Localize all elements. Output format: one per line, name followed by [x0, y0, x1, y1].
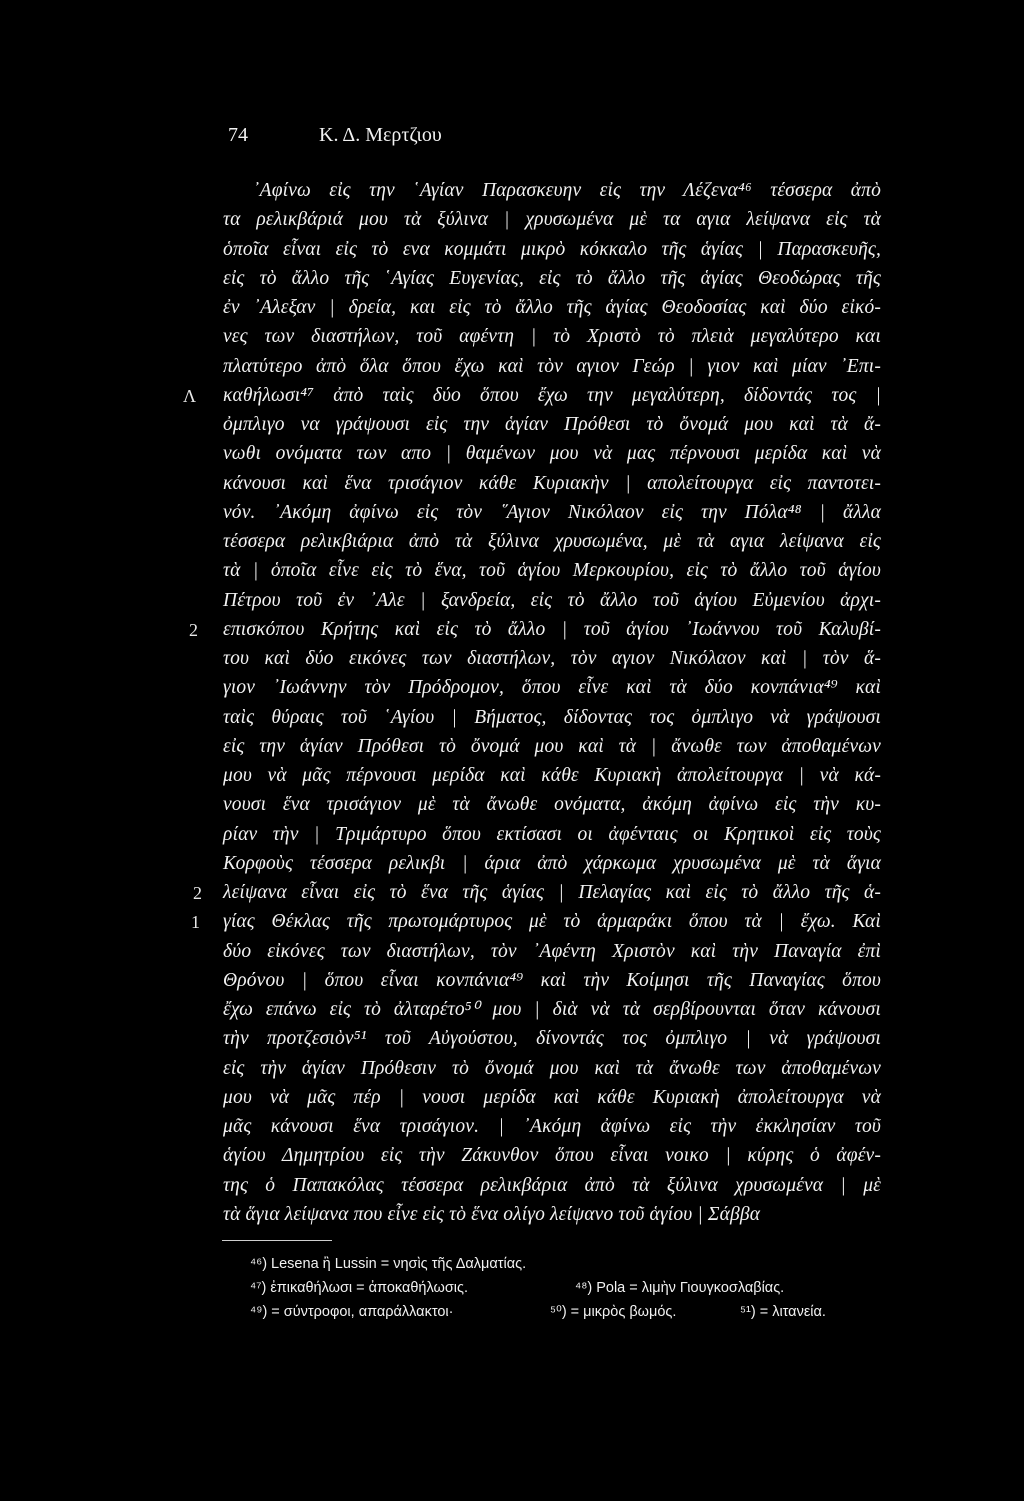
- text-line: του καὶ δύο εικόνες των διαστήλων, τὸν αγιον Νικόλαον καὶ | τὸν ἅ-: [223, 648, 881, 669]
- footnote-49: ⁴⁹) = σύντροφοι, απαράλλακτοι·: [250, 1304, 454, 1320]
- footnote-47: ⁴⁷) ἐπικαθήλωσι = ἀποκαθήλωσις.: [250, 1280, 469, 1296]
- text-line: λείψανα εἶναι εἰς τὸ ἕνα τῆς ἁγίας | Πελαγίας καὶ εἰς τὸ ἄλλο τῆς ἁ-: [223, 882, 881, 903]
- footnote-line: [250, 1300, 900, 1324]
- footnote-line: [250, 1252, 900, 1276]
- text-line: εἰς την ἁγίαν Πρόθεσι τὸ ὄνομά μου καὶ τὰ | ἄνωθε των ἀποθαμένων: [223, 735, 881, 757]
- page-number: 74: [228, 124, 248, 146]
- running-head: Κ. Δ. Μερτζιου: [319, 124, 442, 146]
- text-line: νόν. ᾿Ακόμη ἀφίνω εἰς τὸν ῞Αγιον Νικόλαον εἰς την Πόλα⁴⁸ | ἄλλα: [223, 501, 881, 523]
- text-line: τὰ ἅγια λείψανα που εἶνε εἰς τὸ ἕνα ολίγο λείψανο τοῦ ἁγίου | Σάββα: [223, 1203, 761, 1225]
- text-line: δύο εἰκόνες των διαστήλων, τὸν ᾿Αφέντη Χριστὸν καὶ τὴν Παναγία ἐπὶ: [223, 940, 881, 962]
- text-line: ἐν ᾿Αλεξαν | δρεία, και εἰς τὸ ἄλλο τῆς ἁγίας Θεοδοσίας καὶ δύο εἰκό-: [223, 297, 881, 318]
- margin-note: 1: [191, 912, 200, 932]
- text-line: μου νὰ μᾶς πέρνουσι μερίδα καὶ κάθε Κυριακὴ ἀπολείτουργα | νὰ κά-: [223, 765, 881, 786]
- text-line: ἔχω επάνω εἰς τὸ ἀλταρέτο⁵⁰ μου | διὰ νὰ τὰ σερβίρουνται ὅταν κάνουσι: [223, 999, 881, 1020]
- footnote-line: [250, 1276, 900, 1300]
- text-line: κάνουσι καὶ ἕνα τρισάγιον κάθε Κυριακὴν | απολείτουργα εἰς παντοτει-: [223, 472, 881, 494]
- text-line: τέσσερα ρελικβιάρια ἀπὸ τὰ ξύλινα χρυσωμένα, μὲ τὰ αγια λείψανα εἰς: [223, 531, 881, 552]
- text-line: πλατύτερο ἀπὸ ὅλα ὅπου ἔχω καὶ τὸν αγιον Γεώρ | γιον καὶ μίαν ᾿Επι-: [223, 355, 881, 377]
- text-line: ἁγίου Δημητρίου εἰς τὴν Ζάκυνθον ὅπου εἶναι νοικο | κύρης ὁ ἀφέν-: [223, 1145, 881, 1167]
- text-line: τὴν προτζεσιὸν⁵¹ τοῦ Αὐγούστου, δίνοντάς τος ὀμπλιγο | νὰ γράψουσι: [223, 1028, 881, 1050]
- text-line: ὁποῖα εἶναι εἰς τὸ ενα κομμάτι μικρὸ κόκκαλο τῆς ἁγίας | Παρασκευῆς,: [223, 238, 881, 260]
- footnote-50: ⁵⁰) = μικρὸς βωμός.: [550, 1304, 677, 1320]
- footnotes: [250, 1252, 900, 1324]
- text-line: τὰ | ὁποῖα εἶνε εἰς τὸ ἕνα, τοῦ ἁγίου Μερκουρίου, εἰς τὸ ἄλλο τοῦ ἁγίου: [223, 560, 881, 582]
- text-line: γίας Θέκλας τῆς πρωτομάρτυρος μὲ τὸ ἁρμαράκι ὅπου τὰ | ἔχω. Καὶ: [223, 911, 881, 933]
- footnote-48: ⁴⁸) Pola = λιμὴν Γιουγκοσλαβίας.: [575, 1280, 785, 1296]
- text-line: εἰς τὴν ἁγίαν Πρόθεσιν τὸ ὄνομά μου καὶ τὰ ἄνωθε των ἀποθαμένων: [223, 1057, 881, 1079]
- text-line: τα ρελικβάριά μου τὰ ξύλινα | χρυσωμένα μὲ τα αγια λείψανα εἰς τὰ: [223, 209, 881, 231]
- text-line: γιον ᾿Ιωάννην τὸν Πρόδρομον, ὅπου εἶνε καὶ τὰ δύο κονπάνια⁴⁹ καὶ: [223, 677, 881, 699]
- text-line: της ὁ Παπακόλας τέσσερα ρελικβάρια ἀπὸ τὰ ξύλινα χρυσωμένα | μὲ: [223, 1174, 881, 1196]
- text-line: Κορφοὺς τέσσερα ρελικβι | άρια ἀπὸ χάρκωμα χρυσωμένα μὲ τὰ ἅγια: [223, 852, 881, 874]
- margin-note: 2: [189, 620, 198, 640]
- text-line: ταὶς θύραις τοῦ ῾Αγίου | Βήματος, δίδοντας τος ὀμπλιγο νὰ γράψουσι: [223, 706, 881, 728]
- footnote-51: ⁵¹) = λιτανεία.: [740, 1304, 826, 1320]
- footnote-46: ⁴⁶) Lesena ἢ Lussin = νησὶς τῆς Δαλματίας.: [250, 1256, 527, 1272]
- text-line: μου νὰ μᾶς πέρ | νουσι μερίδα καὶ κάθε Κυριακὴ ἀπολείτουργα νὰ: [223, 1086, 881, 1108]
- text-line: νες των διαστήλων, τοῦ αφέντη | τὸ Χριστὸ τὸ πλειὰ μεγαλύτερο και: [223, 326, 881, 348]
- text-line: ρίαν τὴν | Τριμάρτυρο ὅπου εκτίσασι οι ἀφένταις οι Κρητικοὶ εἰς τοὺς: [223, 823, 881, 845]
- margin-note: Λ: [183, 386, 197, 406]
- page-header: [228, 124, 442, 147]
- text-line: νουσι ἕνα τρισάγιον μὲ τὰ ἄνωθε ονόματα, ἀκόμη ἀφίνω εἰς τὴν κυ-: [223, 794, 881, 816]
- text-line: ᾿Αφίνω εἰς την ῾Αγίαν Παρασκευην εἰς την Λέζενα⁴⁶ τέσσερα ἀπὸ: [253, 180, 881, 201]
- text-line: μᾶς κάνουσι ἕνα τρισάγιον. | ᾿Ακόμη ἀφίνω εἰς τὴν ἐκκλησίαν τοῦ: [223, 1116, 881, 1137]
- margin-note: 2: [193, 883, 202, 903]
- body-text: [223, 176, 881, 1229]
- text-line: ὀμπλιγο να γράψουσι εἰς την ἁγίαν Πρόθεσι τὸ ὄνομά μου καὶ τὰ ἄ-: [223, 414, 881, 435]
- text-line: καθήλωσι⁴⁷ ἀπὸ ταὶς δύο ὅπου ἔχω την μεγαλύτερη, δίδοντάς τος |: [223, 384, 881, 406]
- text-line: επισκόπου Κρήτης καὶ εἰς τὸ ἄλλο | τοῦ ἁγίου ᾿Ιωάννου τοῦ Καλυβί-: [223, 618, 881, 640]
- text-line: Πέτρου τοῦ ἐν ᾿Αλε | ξανδρεία, εἰς τὸ ἄλλο τοῦ ἁγίου Εὐμενίου ἀρχι-: [223, 589, 881, 611]
- text-line: Θρόνου | ὅπου εἶναι κονπάνια⁴⁹ καὶ τὴν Κοίμησι τῆς Παναγίας ὅπου: [223, 969, 881, 991]
- text-line: εἰς τὸ ἄλλο τῆς ῾Αγίας Ευγενίας, εἰς τὸ ἄλλο τῆς ἁγίας Θεοδώρας τῆς: [223, 267, 881, 289]
- text-line: νωθι ονόματα των απο | θαμένων μου νὰ μας πέρνουσι μερίδα καὶ νὰ: [223, 443, 881, 465]
- footnote-rule: [222, 1240, 332, 1241]
